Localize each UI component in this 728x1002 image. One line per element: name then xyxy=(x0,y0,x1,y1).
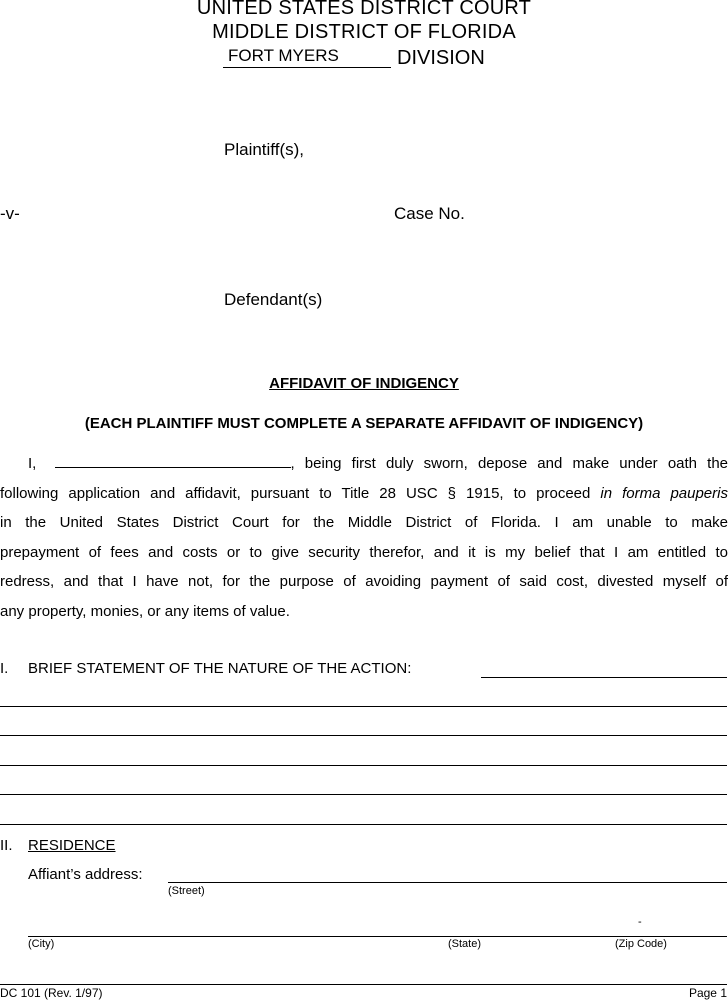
action-statement-line-5[interactable] xyxy=(0,794,727,795)
section-2-label: RESIDENCE xyxy=(28,837,116,854)
page-number: Page 1 xyxy=(688,986,727,1000)
versus-label: -v- xyxy=(0,204,20,223)
court-name: UNITED STATES DISTRICT COURT xyxy=(196,0,532,19)
document-subtitle: (EACH PLAINTIFF MUST COMPLETE A SEPARATE AFFIDAVIT OF INDIGENCY) xyxy=(84,415,644,432)
paragraph-line-1 xyxy=(0,449,728,479)
case-number-label: Case No. xyxy=(394,204,465,223)
action-statement-line-2[interactable] xyxy=(0,706,727,707)
paragraph-line-3: in the United States District Court for the Middle District of Florida. I am unable to make xyxy=(0,514,728,531)
action-statement-line-4[interactable] xyxy=(0,765,727,766)
division-underline xyxy=(223,67,391,68)
footer-divider xyxy=(0,984,727,985)
street-field[interactable] xyxy=(168,882,727,883)
action-statement-line-1[interactable] xyxy=(481,677,727,678)
paragraph-line-1-rest: , being first duly sworn, depose and make under oath the xyxy=(290,455,728,472)
paragraph-line-4: prepayment of fees and costs or to give security therefor, and it is my belief that I am entitled to xyxy=(0,543,728,561)
affidavit-paragraph xyxy=(0,449,728,626)
section-2-number: II. xyxy=(0,837,13,854)
state-caption: (State) xyxy=(448,938,482,950)
city-state-zip-field[interactable] xyxy=(28,936,727,937)
division-value[interactable]: FORT MYERS xyxy=(228,46,339,65)
section-1-label: BRIEF STATEMENT OF THE NATURE OF THE ACTION: xyxy=(28,660,412,677)
defendant-label: Defendant(s) xyxy=(224,290,323,309)
paragraph-line-5: redress, and that I have not, for the purpose of avoiding payment of said cost, divested myself of xyxy=(0,573,728,590)
paragraph-line-2 xyxy=(0,479,728,509)
affiant-name-field[interactable] xyxy=(55,453,291,468)
action-statement-line-6[interactable] xyxy=(0,824,727,825)
street-caption: (Street) xyxy=(168,885,205,897)
document-title: AFFIDAVIT OF INDIGENCY xyxy=(269,375,459,392)
division-label: DIVISION xyxy=(397,47,485,69)
zip-caption: (Zip Code) xyxy=(615,938,667,950)
city-caption: (City) xyxy=(28,938,55,950)
paragraph-line-2-text: following application and affidavit, pursuant to Title 28 USC § 1915, to proceed xyxy=(0,484,601,502)
district-name: MIDDLE DISTRICT OF FLORIDA xyxy=(212,21,516,43)
affiant-address-label: Affiant’s address: xyxy=(28,866,143,883)
action-statement-line-3[interactable] xyxy=(0,735,727,736)
paragraph-line-6: any property, monies, or any items of value. xyxy=(0,602,290,620)
paragraph-i: I, xyxy=(28,455,37,472)
plaintiff-label: Plaintiff(s), xyxy=(224,140,304,159)
form-id: DC 101 (Rev. 1/97) xyxy=(0,986,103,1000)
in-forma-pauperis: in forma pauperis xyxy=(600,484,728,502)
zip-dash: - xyxy=(638,916,642,928)
section-1-number: I. xyxy=(0,660,9,677)
